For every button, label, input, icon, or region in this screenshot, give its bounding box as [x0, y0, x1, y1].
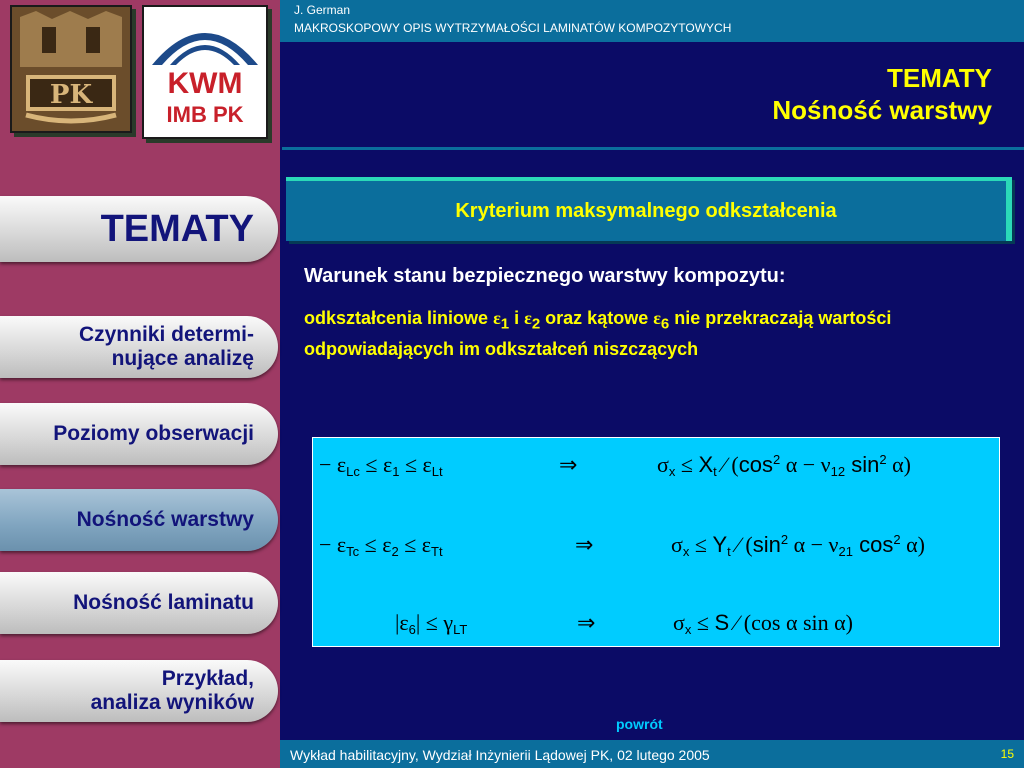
formula-text: ≤ ε — [398, 532, 432, 557]
subscript: Lc — [346, 464, 360, 479]
subscript: 6 — [408, 622, 416, 637]
lecture-subtitle: MAKROSKOPOWY OPIS WYTRZYMAŁOŚCI LAMINATÓW KOMPOZYTOWYCH — [294, 21, 732, 35]
formula-text: ≤ ε — [359, 532, 392, 557]
formula-text: ≤ ε — [359, 452, 393, 477]
criterion-box — [286, 177, 1012, 241]
superscript: 2 — [773, 452, 781, 467]
formula-text: cos — [738, 452, 773, 477]
subscript: x — [682, 544, 690, 559]
subscript: x — [684, 622, 692, 637]
sidebar-item-poziomy[interactable] — [0, 403, 278, 465]
sidebar-item-label: Nośność laminatu — [73, 591, 254, 614]
sidebar — [0, 0, 280, 768]
formula-text: − ε — [319, 452, 347, 477]
subscript: 2 — [391, 544, 399, 559]
lead-text: Warunek stanu bezpiecznego warstwy kompozytu: — [304, 265, 786, 287]
formula-lhs — [319, 452, 443, 479]
subscript: 1 — [500, 315, 510, 333]
subscript: LT — [453, 622, 468, 637]
svg-text:PK: PK — [49, 80, 93, 110]
title-line-1: TEMATY — [887, 63, 992, 93]
formula-text: ∕ ( — [730, 532, 753, 557]
page-number: 15 — [1000, 747, 1014, 761]
desc-text: nie przekraczają wartości odpowiadających im odkształceń niszczących — [304, 308, 892, 359]
kwm-arch-icon — [144, 7, 266, 137]
formula-text: ≤ — [675, 452, 699, 477]
svg-text:KWM: KWM — [167, 67, 243, 100]
formula-text: α − ν — [788, 532, 839, 557]
subscript: 21 — [838, 544, 853, 559]
sidebar-item-label: Czynniki determi- nujące analizę — [78, 323, 254, 370]
author: J. German — [294, 3, 351, 17]
subscript: 2 — [531, 315, 541, 333]
formula-row-3 — [313, 610, 999, 650]
subscript: t — [727, 544, 731, 559]
epsilon-symbol: ε — [493, 308, 501, 328]
desc-text: i — [509, 308, 525, 328]
kwm-logo — [142, 5, 268, 139]
formula-text: σ — [671, 532, 683, 557]
formula-lhs — [319, 532, 443, 559]
formula-text: | ≤ γ — [415, 610, 454, 635]
superscript: 2 — [893, 532, 901, 547]
implies-arrow: ⇒ — [577, 610, 596, 635]
pk-crest-icon — [12, 7, 130, 131]
subscript: Tt — [431, 544, 443, 559]
formula-row-1 — [313, 452, 999, 492]
implies-arrow: ⇒ — [559, 452, 578, 477]
description — [304, 306, 1004, 361]
sidebar-item-nosnosc-laminatu[interactable] — [0, 572, 278, 634]
formula-rhs — [657, 452, 911, 479]
formula-text: |ε — [395, 610, 409, 635]
desc-text: odkształcenia liniowe — [304, 308, 494, 328]
formula-text: sin — [845, 452, 880, 477]
formula-row-2 — [313, 532, 999, 572]
sidebar-item-label: Przykład, analiza wyników — [90, 667, 254, 714]
epsilon-symbol: ε — [653, 308, 661, 328]
formula-text: cos — [852, 532, 894, 557]
formula-rhs — [671, 532, 925, 559]
superscript: 2 — [780, 532, 789, 547]
formula-text: α) — [886, 452, 911, 477]
formula-box — [312, 437, 1000, 647]
formula-lhs — [395, 610, 467, 637]
formula-text: − ε — [319, 532, 347, 557]
criterion-label: Kryterium maksymalnego odkształcenia — [455, 199, 837, 222]
sidebar-item-przyklad[interactable] — [0, 660, 278, 722]
subscript: 12 — [830, 464, 846, 479]
subscript: 1 — [392, 464, 400, 479]
title-line-2: Nośność warstwy — [772, 95, 992, 125]
footer-text: Wykład habilitacyjny, Wydział Inżynierii Lądowej PK, 02 lutego 2005 — [290, 747, 710, 763]
formula-text: σ — [673, 610, 685, 635]
formula-text: ≤ ε — [399, 452, 432, 477]
sidebar-item-nosnosc-warstwy[interactable] — [0, 489, 278, 551]
divider — [282, 147, 1024, 150]
formula-text: σ — [657, 452, 669, 477]
subscript: Tc — [346, 544, 360, 559]
implies-arrow: ⇒ — [575, 532, 594, 557]
footer-bar — [280, 740, 1024, 768]
subscript: t — [713, 464, 717, 479]
epsilon-symbol: ε — [524, 308, 532, 328]
formula-text: ∕ (cos α sin α) — [729, 610, 854, 635]
formula-text: ∕ ( — [716, 452, 739, 477]
formula-text: ≤ — [691, 610, 715, 635]
page-title — [772, 62, 992, 126]
formula-rhs — [673, 610, 853, 637]
sidebar-item-czynniki[interactable] — [0, 316, 278, 378]
formula-text: sin — [752, 532, 781, 557]
formula-text: ≤ — [689, 532, 713, 557]
desc-text: oraz kątowe — [540, 308, 654, 328]
back-link[interactable]: powrót — [616, 716, 663, 732]
sidebar-item-tematy[interactable] — [0, 196, 278, 262]
formula-text: α) — [900, 532, 925, 557]
sidebar-item-label: Poziomy obserwacji — [53, 422, 254, 445]
strength-symbol: X — [698, 452, 714, 477]
subscript: Lt — [431, 464, 443, 479]
strength-symbol: S — [714, 610, 730, 635]
subscript: x — [668, 464, 676, 479]
svg-text:IMB PK: IMB PK — [166, 102, 244, 127]
formula-text: α − ν — [780, 452, 831, 477]
strength-symbol: Y — [712, 532, 728, 557]
sidebar-item-label: Nośność warstwy — [76, 508, 254, 531]
header-bar — [280, 0, 1024, 42]
superscript: 2 — [879, 452, 887, 467]
sidebar-item-label: TEMATY — [100, 208, 254, 250]
pk-logo — [10, 5, 132, 133]
subscript: 6 — [660, 315, 670, 333]
